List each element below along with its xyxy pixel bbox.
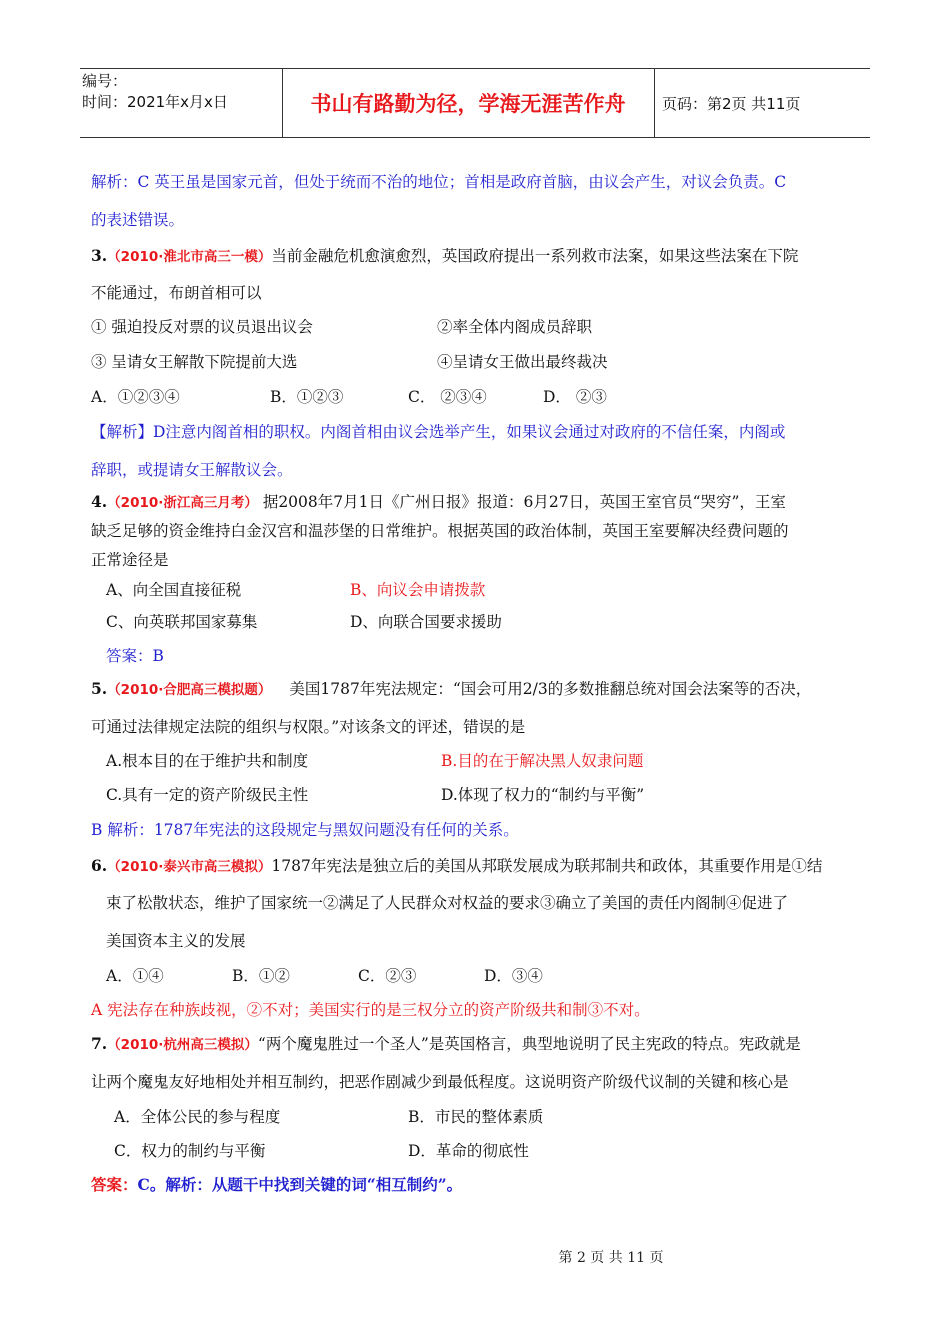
- q2-analysis-line2: 的表述错误。: [91, 211, 185, 229]
- q6-option-b: B．①②: [232, 967, 290, 985]
- q5-stem-line1: [91, 677, 811, 699]
- q5-number: 5.: [91, 679, 108, 698]
- q6-analysis: A 宪法存在种族歧视，②不对；美国实行的是三权分立的资产阶级共和制③不对。: [91, 1001, 650, 1019]
- q4-stem1: 据2008年7月1日《广州日报》报道：6月27日，英国王室官员“哭穷”，王室: [257, 493, 786, 511]
- q5-stem1: 美国1787年宪法规定：“国会可用2/3的多数推翻总统对国会法案等的否决，: [289, 680, 812, 698]
- serial-label: 编号：: [82, 72, 128, 90]
- q7-option-a: A．全体公民的参与程度: [114, 1108, 281, 1126]
- q4-source: （2010·浙江高三月考）: [107, 495, 258, 511]
- q7-stem-line2: 让两个魔鬼友好地相处并相互制约，把恶作剧减少到最低程度。这说明资产阶级代议制的关键和核心是: [91, 1073, 789, 1091]
- page-footer: 第 2 页 共 11 页: [558, 1250, 664, 1266]
- q7-answer-text: C。解析：从题干中找到关键的词“相互制约”。: [137, 1175, 463, 1194]
- q7-option-d: D．革命的彻底性: [408, 1142, 529, 1160]
- q6-stem1: 1787年宪法是独立后的美国从邦联发展成为联邦制共和政体，其重要作用是①结: [271, 857, 823, 875]
- q7-source: （2010·杭州高三模拟）: [107, 1037, 258, 1053]
- q5-source: （2010·合肥高三模拟题）: [107, 682, 272, 698]
- q3-option-b: B．①②③: [270, 388, 344, 406]
- date-label: 时间：2021年x月x日: [82, 93, 228, 111]
- q4-answer: 答案：B: [106, 647, 164, 665]
- q3-item4: ④呈请女王做出最终裁决: [437, 353, 608, 371]
- q7-stem1: “两个魔鬼胜过一个圣人”是英国格言，典型地说明了民主宪政的特点。宪政就是: [257, 1035, 801, 1053]
- header-motto: 书山有路勤为径，学海无涯苦作舟: [310, 92, 626, 116]
- q7-stem-line1: [91, 1032, 801, 1054]
- q3-stem1: 当前金融危机愈演愈烈，英国政府提出一系列救市法案，如果这些法案在下院: [271, 247, 799, 265]
- q5-analysis: B 解析：1787年宪法的这段规定与黑奴问题没有任何的关系。: [91, 821, 519, 839]
- q7-number: 7.: [91, 1034, 108, 1053]
- q5-option-b: B.目的在于解决黑人奴隶问题: [441, 752, 644, 770]
- q3-stem-line2: 不能通过，布朗首相可以: [91, 284, 262, 302]
- q3-stem-line1: [91, 244, 798, 266]
- q3-item1: ① 强迫投反对票的议员退出议会: [91, 318, 313, 336]
- q5-stem-line2: 可通过法律规定法院的组织与权限。”对该条文的评述，错误的是: [91, 718, 526, 736]
- q4-option-c: C、向英联邦国家募集: [106, 613, 258, 631]
- q3-option-c: C． ②③④: [408, 388, 487, 406]
- q4-option-b: B、向议会申请拨款: [350, 581, 486, 599]
- q6-option-d: D．③④: [484, 967, 543, 985]
- q6-number: 6.: [91, 856, 108, 875]
- q3-item2: ②率全体内阁成员辞职: [437, 318, 593, 336]
- header-left-cell: [82, 71, 282, 135]
- q4-stem-line3: 正常途径是: [91, 551, 169, 569]
- q6-source: （2010·泰兴市高三模拟）: [107, 859, 272, 875]
- q4-option-a: A、向全国直接征税: [106, 581, 242, 599]
- q7-answer-label: 答案：: [91, 1175, 138, 1194]
- q6-option-a: A．①④: [106, 967, 164, 985]
- q3-item3: ③ 呈请女王解散下院提前大选: [91, 353, 298, 371]
- page-header: [80, 68, 870, 138]
- header-page-label: 页码：第2页 共11页: [662, 94, 801, 113]
- q4-stem-line1: [91, 490, 786, 512]
- q5-option-c: C.具有一定的资产阶级民主性: [106, 786, 309, 804]
- q7-option-b: B．市民的整体素质: [408, 1108, 544, 1126]
- header-divider: [654, 69, 655, 137]
- q4-option-d: D、向联合国要求援助: [350, 613, 502, 631]
- q3-analysis-line2: 辞职，或提请女王解散议会。: [91, 461, 293, 479]
- q6-option-c: C．②③: [358, 967, 417, 985]
- q6-stem-line2: 束了松散状态，维护了国家统一②满足了人民群众对权益的要求③确立了美国的责任内阁制④促进了: [106, 894, 789, 912]
- q2-analysis-line1: 解析：C 英王虽是国家元首，但处于统而不治的地位；首相是政府首脑，由议会产生，对议会负责。C: [91, 173, 787, 191]
- q5-option-a: A.根本目的在于维护共和制度: [106, 752, 309, 770]
- q4-number: 4.: [91, 492, 108, 511]
- q6-stem-line1: [91, 854, 822, 876]
- q3-number: 3.: [91, 246, 108, 265]
- q3-analysis-line1: 【解析】D注意内阁首相的职权。内阁首相由议会选举产生，如果议会通过对政府的不信任案，内阁或: [91, 423, 786, 441]
- q6-stem-line3: 美国资本主义的发展: [106, 932, 246, 950]
- q3-option-a: A．①②③④: [91, 388, 180, 406]
- q4-stem-line2: 缺乏足够的资金维持白金汉宫和温莎堡的日常维护。根据英国的政治体制，英国王室要解决经费问题的: [91, 522, 789, 540]
- q7-answer-line: [91, 1173, 462, 1195]
- q5-option-d: D.体现了权力的“制约与平衡”: [441, 786, 645, 804]
- q3-source: （2010·淮北市高三一模）: [107, 249, 272, 265]
- q3-option-d: D． ②③: [543, 388, 607, 406]
- q7-option-c: C．权力的制约与平衡: [114, 1142, 266, 1160]
